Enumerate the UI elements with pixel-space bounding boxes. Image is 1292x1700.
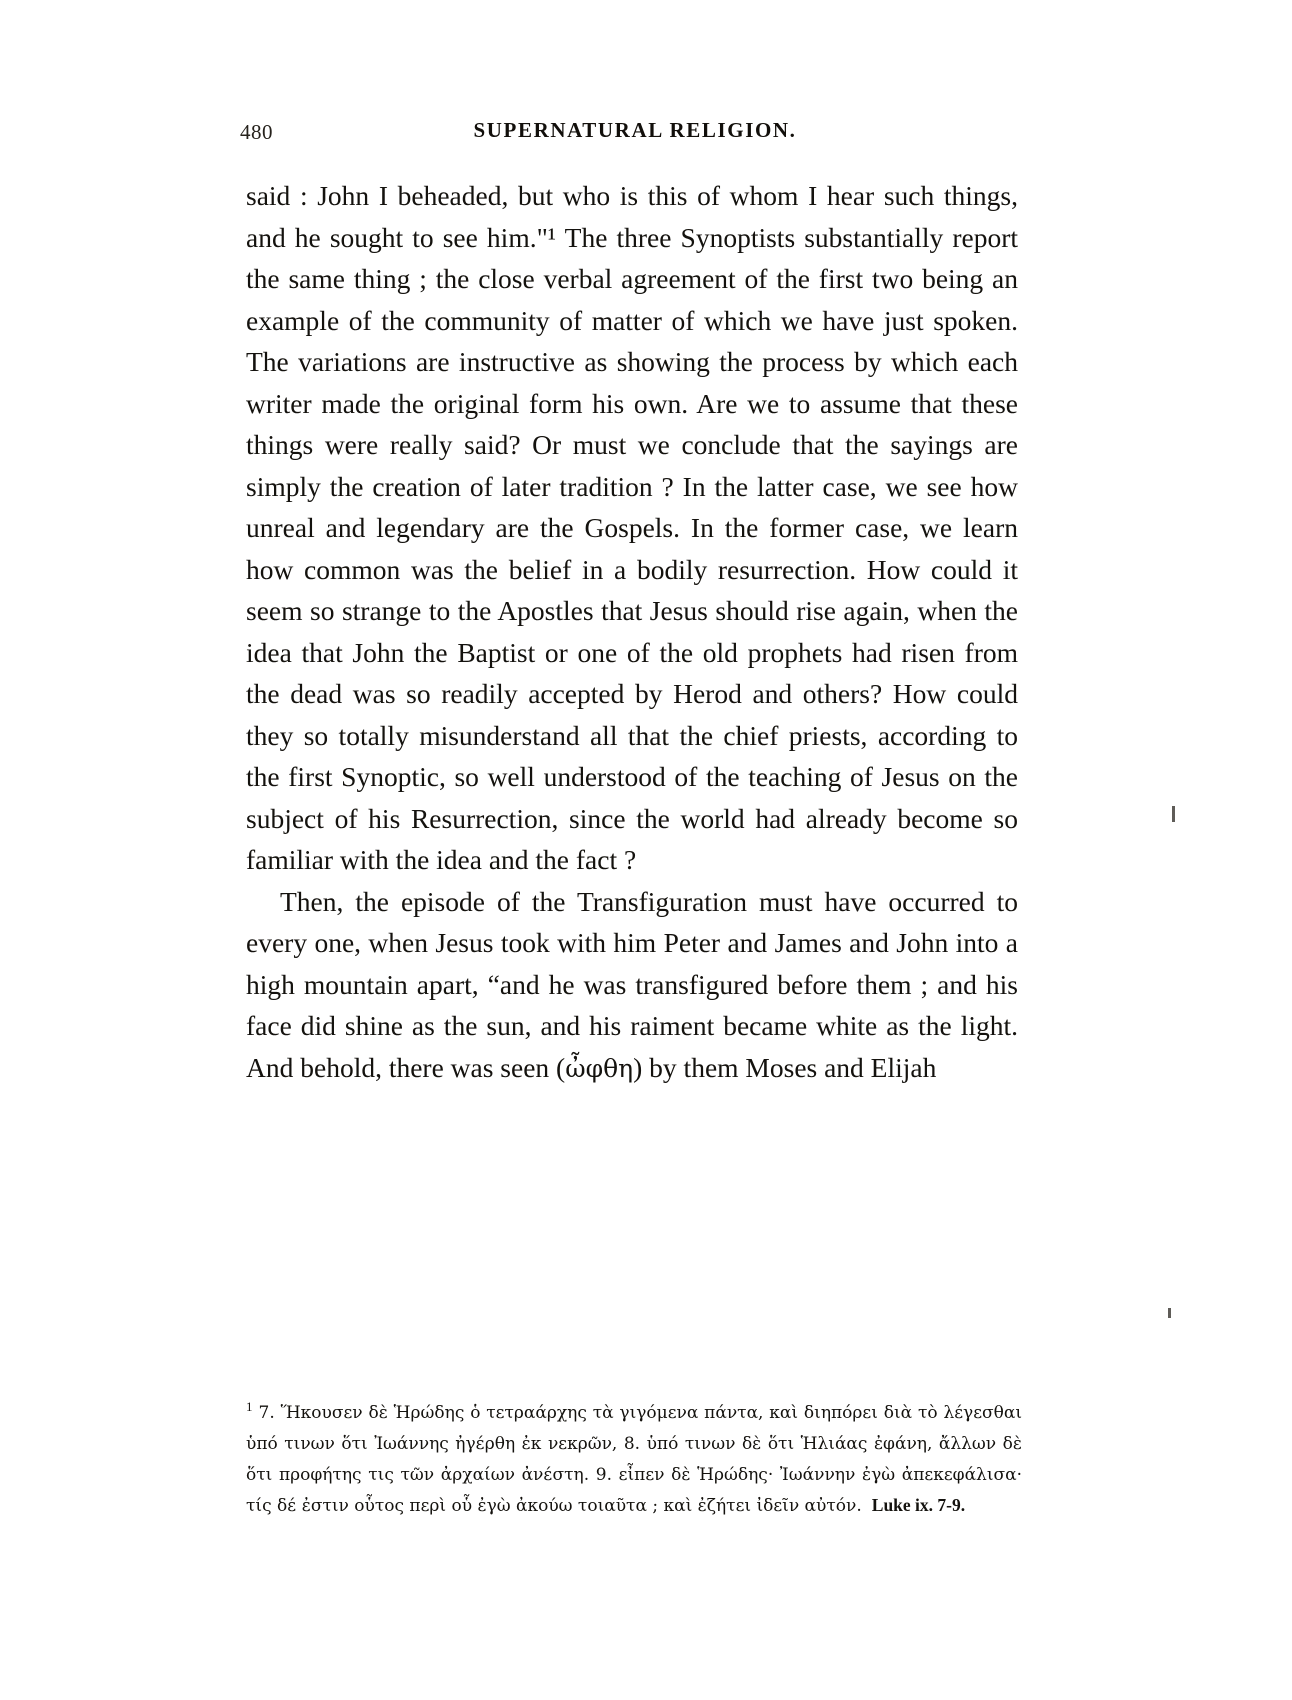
running-title: SUPERNATURAL RELIGION. xyxy=(473,118,797,142)
greek-word: ὦφθη xyxy=(565,1053,634,1083)
page-number: 480 xyxy=(240,120,273,144)
footnote-greek-text: 7. Ἥκουσεν δὲ Ἡρώδης ὁ τετραάρχης τὰ γιγόμενα πάντα, καὶ διηπόρει διὰ τὸ λέγεσθαι ὑπό τινων ὅτι Ἰωάννης ἠγέρθη ἐκ νεκρῶν, 8. ὑπό τινων δὲ ὅτι Ἡλιάας ἐφάνη, ἄλλων δὲ ὅτι προφήτης τις τῶν ἀρχαίων ἀνέστη. 9. εἶπεν δὲ Ἡρώδης· Ἰωάννην ἐγὼ ἀπεκεφάλισα· τίς δέ ἐστιν οὗτος περὶ οὗ ἐγὼ ἀκούω τοιαῦτα ; καὶ ἐζήτει ἰδεῖν αὐτόν. xyxy=(246,1403,1022,1516)
page-header xyxy=(240,118,1030,144)
paragraph-2-part-1: Then, the episode of the Transfiguration must have occurred to every one, when Jesus took with him Peter and James and John into a high mountain apart, “and he was transfigured before them ; and his face did shine as the sun, and his raiment became white as the light. And behold, there was seen ( xyxy=(246,885,1018,1083)
footnote-reference: Luke ix. 7-9. xyxy=(871,1495,966,1515)
page-body xyxy=(246,175,1018,1089)
footnote-marker: 1 xyxy=(246,1399,253,1415)
paragraph-1: said : John I beheaded, but who is this of whom I hear such things, and he sought to see him."¹ The three Synoptists substantially report the same thing ; the close verbal agreement of the first two being an example of the community of matter of which we have just spoken. The variations are instructive as showing the process by which each writer made the original form his own. Are we to assume that these things were really said? Or must we conclude that the sayings are simply the creation of later tradition ? In the latter case, we see how unreal and legendary are the Gospels. In the former case, we learn how common was the belief in a bodily resurrection. How could it seem so strange to the Apostles that Jesus should rise again, when the idea that John the Baptist or one of the old prophets had risen from the dead was so readily accepted by Herod and others? How could they so totally misunderstand all that the chief priests, according to the first Synoptic, so well understood of the teaching of Jesus on the subject of his Resurrection, since the world had already become so familiar with the idea and the fact ? xyxy=(246,180,1018,875)
margin-speck-lower xyxy=(1168,1308,1171,1318)
footnote xyxy=(246,1397,1022,1521)
margin-speck-upper xyxy=(1172,806,1175,822)
paragraph-2 xyxy=(246,881,1018,1090)
paragraph-2-part-2: ) by them Moses and Elijah xyxy=(633,1051,937,1083)
